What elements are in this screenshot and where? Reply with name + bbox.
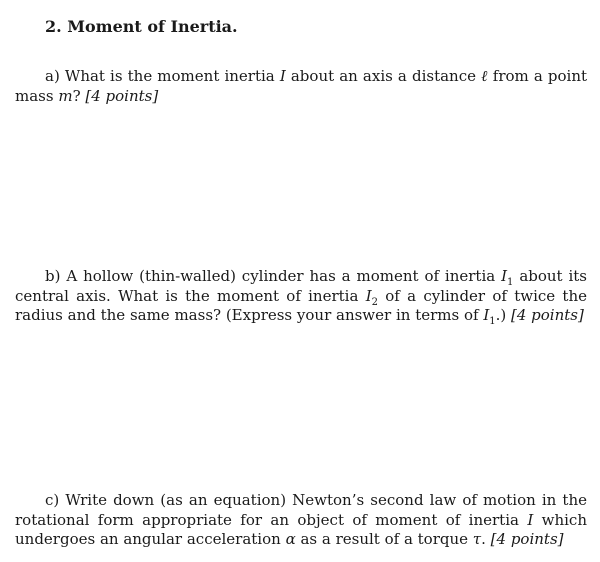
question-c-label: c) [45,491,60,509]
var-moment-inertia-c: I [527,510,534,529]
question-a-label: a) [45,67,60,85]
question-b-text: A hollow (thin-walled) cylinder has a moment of inertia [60,267,502,285]
question-b: b) A hollow (thin-walled) cylinder has a moment of inertia $I_1$ about its central axis. What is the moment of inertia $I_2$ of a cylinder of twice the radius and the same mass? (Express your answer in terms of $I_1$.) [4 points] [15,267,587,327]
question-c-points: [4 points] [490,530,564,548]
section-heading: 2. Moment of Inertia. [45,17,238,36]
var-tau: τ [472,530,482,548]
var-I1-ref: I [483,306,490,324]
question-a-text: What is the moment inertia [59,67,280,85]
var-I1: I [501,267,508,285]
question-a-points: [4 points] [85,86,159,105]
question-c: c) Write down (as an equation) Newton’s second law of motion in the rotational form appropriate for an object of moment of inertia I which undergoes an angular acceleration α as a result of a torque τ. [4 points] [15,491,587,548]
question-b-points: [4 points] [511,306,584,324]
question-b-label: b) [45,267,61,285]
question-a: a) What is the moment inertia I about an axis a distance ℓ from a point mass m? [4 points] [15,67,588,105]
var-distance: ℓ [481,67,488,85]
question-c-text: Write down (as an equation) Newton’s second law of motion in the rotational form appropriate for an object of moment of inertia [15,491,587,529]
var-alpha: α [285,530,296,548]
var-mass: m [58,86,73,105]
var-moment-inertia: I [279,67,286,85]
var-I2: I [365,286,372,305]
